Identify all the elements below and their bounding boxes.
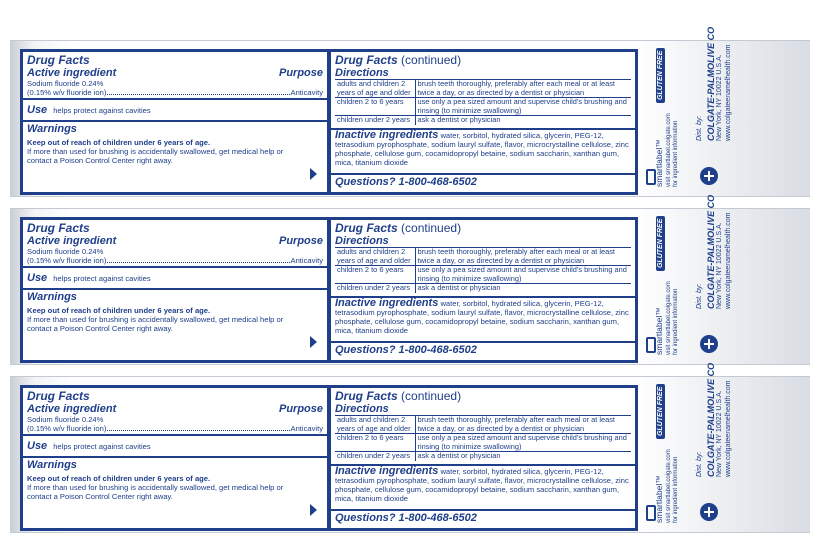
ingredient-line-1: Sodium fluoride 0.24% bbox=[27, 247, 104, 256]
company-address: New York, NY 10022 U.S.A. bbox=[716, 54, 723, 141]
gluten-free-badge: GLUTEN FREE bbox=[656, 216, 665, 271]
use-text: helps protect against cavities bbox=[53, 273, 151, 283]
colgate-logo-icon bbox=[700, 503, 718, 521]
directions-heading: Directions bbox=[335, 67, 389, 79]
directions-block bbox=[331, 388, 635, 466]
questions-block bbox=[331, 175, 635, 192]
warnings-bold-text: Keep out of reach of children under 6 years of age. bbox=[27, 474, 211, 483]
gluten-free-badge: GLUTEN FREE bbox=[656, 48, 665, 103]
company-name: COLGATE-PALMOLIVE CO bbox=[706, 362, 716, 477]
drug-facts-panel bbox=[20, 385, 330, 531]
purpose-heading: Purpose bbox=[278, 67, 323, 79]
continued-label: (continued) bbox=[401, 389, 462, 403]
use-text: helps protect against cavities bbox=[53, 441, 151, 451]
dist-by-label: Dist. by: bbox=[696, 283, 703, 309]
table-row: children under 2 years ask a dentist or physician bbox=[335, 452, 631, 461]
side-panel bbox=[642, 194, 802, 363]
warnings-text: If more than used for brushing is accidentally swallowed, get medical help or contact a Poison Control Center right away. bbox=[27, 147, 284, 165]
dist-by-label: Dist. by: bbox=[696, 451, 703, 477]
ingredient-purpose: Anticavity bbox=[290, 256, 323, 265]
ingredient-line-2: (0.15% w/v fluoride ion) bbox=[27, 256, 107, 265]
label-strip-3 bbox=[10, 362, 810, 533]
use-text: helps protect against cavities bbox=[53, 105, 151, 115]
gluten-free-badge: GLUTEN FREE bbox=[656, 384, 665, 439]
use-heading: Use bbox=[27, 104, 48, 116]
ingredient-line-1: Sodium fluoride 0.24% bbox=[27, 415, 104, 424]
table-row: adults and children 2 years of age and older brush teeth thoroughly, preferably after each meal or at least twice a day, or as directed by a dentist or physician bbox=[335, 80, 631, 98]
directions-block bbox=[331, 220, 635, 298]
inactive-ingredients-heading: Inactive ingredients bbox=[335, 129, 439, 141]
warnings-heading: Warnings bbox=[27, 291, 77, 303]
questions-phone: Questions? 1-800-468-6502 bbox=[335, 176, 477, 188]
side-panel bbox=[642, 362, 802, 531]
colgate-logo-icon bbox=[700, 335, 718, 353]
active-ingredient-block bbox=[23, 388, 327, 436]
ingredient-line-2: (0.15% w/v fluoride ion) bbox=[27, 424, 107, 433]
drug-facts-panel bbox=[20, 49, 330, 195]
questions-block bbox=[331, 343, 635, 360]
company-website: www.colgateenamelhealth.com bbox=[725, 380, 732, 477]
active-ingredient-block bbox=[23, 220, 327, 268]
drug-facts-title: Drug Facts bbox=[27, 221, 90, 235]
active-ingredient-heading: Active ingredient bbox=[27, 67, 117, 79]
directions-table bbox=[335, 79, 631, 125]
company-website: www.colgateenamelhealth.com bbox=[725, 212, 732, 309]
warnings-text: If more than used for brushing is accidentally swallowed, get medical help or contact a Poison Control Center right away. bbox=[27, 315, 284, 333]
company-website: www.colgateenamelhealth.com bbox=[725, 44, 732, 141]
continued-label: (continued) bbox=[401, 221, 462, 235]
directions-table bbox=[335, 247, 631, 293]
side-panel bbox=[642, 26, 802, 195]
continued-label: (continued) bbox=[401, 53, 462, 67]
warnings-heading: Warnings bbox=[27, 123, 77, 135]
table-row: children 2 to 6 years use only a pea sized amount and supervise child's brushing and rinsing (to minimize swallowing) bbox=[335, 98, 631, 116]
drug-facts-panel bbox=[20, 217, 330, 363]
purpose-heading: Purpose bbox=[278, 403, 323, 415]
questions-phone: Questions? 1-800-468-6502 bbox=[335, 512, 477, 524]
colgate-logo-icon bbox=[700, 167, 718, 185]
purpose-heading: Purpose bbox=[278, 235, 323, 247]
company-address: New York, NY 10022 U.S.A. bbox=[716, 222, 723, 309]
warnings-bold-text: Keep out of reach of children under 6 years of age. bbox=[27, 138, 211, 147]
warnings-text: If more than used for brushing is accidentally swallowed, get medical help or contact a Poison Control Center right away. bbox=[27, 483, 284, 501]
company-name: COLGATE-PALMOLIVE CO bbox=[706, 26, 716, 141]
warnings-bold-text: Keep out of reach of children under 6 years of age. bbox=[27, 306, 211, 315]
warnings-block bbox=[23, 122, 327, 192]
table-row: children 2 to 6 years use only a pea sized amount and supervise child's brushing and rinsing (to minimize swallowing) bbox=[335, 434, 631, 452]
questions-block bbox=[331, 511, 635, 528]
ingredient-line-2: (0.15% w/v fluoride ion) bbox=[27, 88, 107, 97]
drug-facts-title: Drug Facts bbox=[27, 389, 90, 403]
drug-facts-title-continued: Drug Facts bbox=[335, 389, 398, 403]
active-ingredient-heading: Active ingredient bbox=[27, 235, 117, 247]
drug-facts-continued-panel bbox=[328, 385, 638, 531]
directions-table bbox=[335, 415, 631, 461]
inactive-ingredients-block bbox=[331, 130, 635, 175]
inactive-ingredients-block bbox=[331, 466, 635, 511]
continue-arrow-icon bbox=[310, 504, 317, 516]
use-block bbox=[23, 100, 327, 122]
drug-facts-continued-panel bbox=[328, 49, 638, 195]
smartlabel-visit-text: visit smartlabel.colgate.com for ingredient information bbox=[666, 281, 679, 355]
ingredient-purpose: Anticavity bbox=[290, 424, 323, 433]
table-row: children 2 to 6 years use only a pea sized amount and supervise child's brushing and rinsing (to minimize swallowing) bbox=[335, 266, 631, 284]
active-ingredient-block bbox=[23, 52, 327, 100]
use-heading: Use bbox=[27, 272, 48, 284]
smartlabel-visit-text: visit smartlabel.colgate.com for ingredient information bbox=[666, 449, 679, 523]
active-ingredient-heading: Active ingredient bbox=[27, 403, 117, 415]
smartlabel-logo: smartlabel™ bbox=[654, 475, 664, 523]
warnings-block bbox=[23, 290, 327, 360]
company-address: New York, NY 10022 U.S.A. bbox=[716, 390, 723, 477]
drug-facts-title-continued: Drug Facts bbox=[335, 221, 398, 235]
smartlabel-visit-text: visit smartlabel.colgate.com for ingredient information bbox=[666, 113, 679, 187]
ingredient-purpose: Anticavity bbox=[290, 88, 323, 97]
use-block bbox=[23, 268, 327, 290]
smartlabel-logo: smartlabel™ bbox=[654, 139, 664, 187]
directions-heading: Directions bbox=[335, 403, 389, 415]
continue-arrow-icon bbox=[310, 336, 317, 348]
warnings-block bbox=[23, 458, 327, 528]
dist-by-label: Dist. by: bbox=[696, 115, 703, 141]
drug-facts-title: Drug Facts bbox=[27, 53, 90, 67]
inactive-ingredients-heading: Inactive ingredients bbox=[335, 465, 439, 477]
questions-phone: Questions? 1-800-468-6502 bbox=[335, 344, 477, 356]
use-block bbox=[23, 436, 327, 458]
warnings-heading: Warnings bbox=[27, 459, 77, 471]
table-row: adults and children 2 years of age and older brush teeth thoroughly, preferably after each meal or at least twice a day, or as directed by a dentist or physician bbox=[335, 248, 631, 266]
use-heading: Use bbox=[27, 440, 48, 452]
inactive-ingredients-heading: Inactive ingredients bbox=[335, 297, 439, 309]
table-row: children under 2 years ask a dentist or physician bbox=[335, 116, 631, 125]
ingredient-line-1: Sodium fluoride 0.24% bbox=[27, 79, 104, 88]
inactive-ingredients-text: water, sorbitol, hydrated silica, glycerin, PEG-12, tetrasodium pyrophosphate, sodium lauryl sulfate, flavor, microcrystalline cellulose, zinc phosphate, cellulose gum, cocamidopropyl betaine, sodium saccharin, xanthan gum, mica, titanium dioxide bbox=[335, 299, 629, 335]
smartlabel-logo: smartlabel™ bbox=[654, 307, 664, 355]
table-row: adults and children 2 years of age and older brush teeth thoroughly, preferably after each meal or at least twice a day, or as directed by a dentist or physician bbox=[335, 416, 631, 434]
continue-arrow-icon bbox=[310, 168, 317, 180]
inactive-ingredients-text: water, sorbitol, hydrated silica, glycerin, PEG-12, tetrasodium pyrophosphate, sodium lauryl sulfate, flavor, microcrystalline cellulose, zinc phosphate, cellulose gum, cocamidopropyl betaine, sodium saccharin, xanthan gum, mica, titanium dioxide bbox=[335, 467, 629, 503]
directions-block bbox=[331, 52, 635, 130]
directions-heading: Directions bbox=[335, 235, 389, 247]
inactive-ingredients-block bbox=[331, 298, 635, 343]
table-row: children under 2 years ask a dentist or physician bbox=[335, 284, 631, 293]
drug-facts-title-continued: Drug Facts bbox=[335, 53, 398, 67]
label-strip-1 bbox=[10, 26, 810, 197]
company-name: COLGATE-PALMOLIVE CO bbox=[706, 194, 716, 309]
inactive-ingredients-text: water, sorbitol, hydrated silica, glycerin, PEG-12, tetrasodium pyrophosphate, sodium lauryl sulfate, flavor, microcrystalline cellulose, zinc phosphate, cellulose gum, cocamidopropyl betaine, sodium saccharin, xanthan gum, mica, titanium dioxide bbox=[335, 131, 629, 167]
drug-facts-continued-panel bbox=[328, 217, 638, 363]
label-strip-2 bbox=[10, 194, 810, 365]
